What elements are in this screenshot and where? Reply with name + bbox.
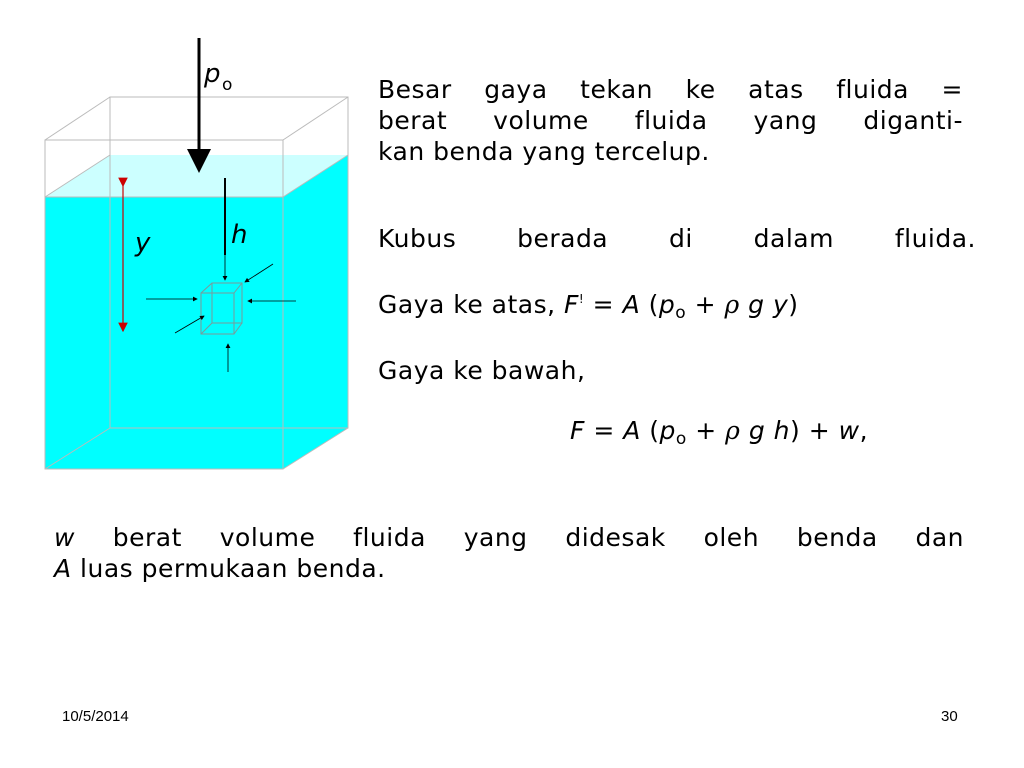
downward-force-label: Gaya ke bawah, <box>378 356 586 385</box>
h-label: h <box>231 220 248 250</box>
paren-open: ( <box>640 416 660 445</box>
page-number: 30 <box>941 708 958 725</box>
rho-symbol: ρ <box>724 290 740 319</box>
pressure-symbol: p <box>659 416 676 445</box>
depth-y-symbol: y <box>772 290 789 319</box>
paragraph-line: Besar gaya tekan ke atas fluida = <box>378 75 963 104</box>
paren-close-plus: ) + <box>790 416 839 445</box>
p-label: p <box>204 59 221 89</box>
gravity-symbol: g <box>740 416 774 445</box>
upward-force-equation <box>378 284 799 329</box>
force-symbol: F <box>570 416 585 445</box>
definition-line-a <box>54 553 964 584</box>
paren-open: ( <box>640 290 659 319</box>
upward-force-prefix: Gaya ke atas, <box>378 290 565 319</box>
area-symbol: A <box>54 554 72 583</box>
paragraph-line: kan benda yang tercelup. <box>378 137 710 166</box>
equals: = <box>584 290 623 319</box>
equals: = <box>584 416 624 445</box>
paren-close: ) <box>788 290 799 319</box>
area-symbol: A <box>622 290 641 319</box>
pressure-subscript: o <box>675 303 687 323</box>
area-symbol: A <box>623 416 641 445</box>
definitions-paragraph <box>54 522 964 584</box>
buoyancy-explanation <box>378 74 963 167</box>
area-definition: luas permukaan benda. <box>71 554 386 583</box>
plus: + <box>686 416 726 445</box>
plus: + <box>686 290 725 319</box>
definition-line-w <box>54 522 964 553</box>
weight-symbol: w <box>54 523 75 552</box>
footer-date: 10/5/2014 <box>62 708 129 725</box>
rho-symbol: ρ <box>725 416 741 445</box>
weight-definition: berat volume fluida yang didesak oleh benda dan <box>74 523 964 552</box>
downward-force-equation <box>570 415 868 455</box>
y-label: y <box>135 228 151 258</box>
weight-symbol: w <box>838 416 860 445</box>
depth-h-symbol: h <box>773 416 790 445</box>
kubus-statement: Kubus berada di dalam fluida. <box>378 224 976 253</box>
force-superscript: ! <box>578 292 585 306</box>
force-symbol: F <box>564 290 579 319</box>
comma: , <box>859 416 869 445</box>
p-subscript: o <box>222 75 233 95</box>
paragraph-line: berat volume fluida yang diganti- <box>378 106 963 135</box>
pressure-symbol: p <box>658 290 676 319</box>
pressure-subscript: o <box>675 429 687 449</box>
gravity-symbol: g <box>739 290 773 319</box>
fluid-side-face <box>283 155 348 469</box>
